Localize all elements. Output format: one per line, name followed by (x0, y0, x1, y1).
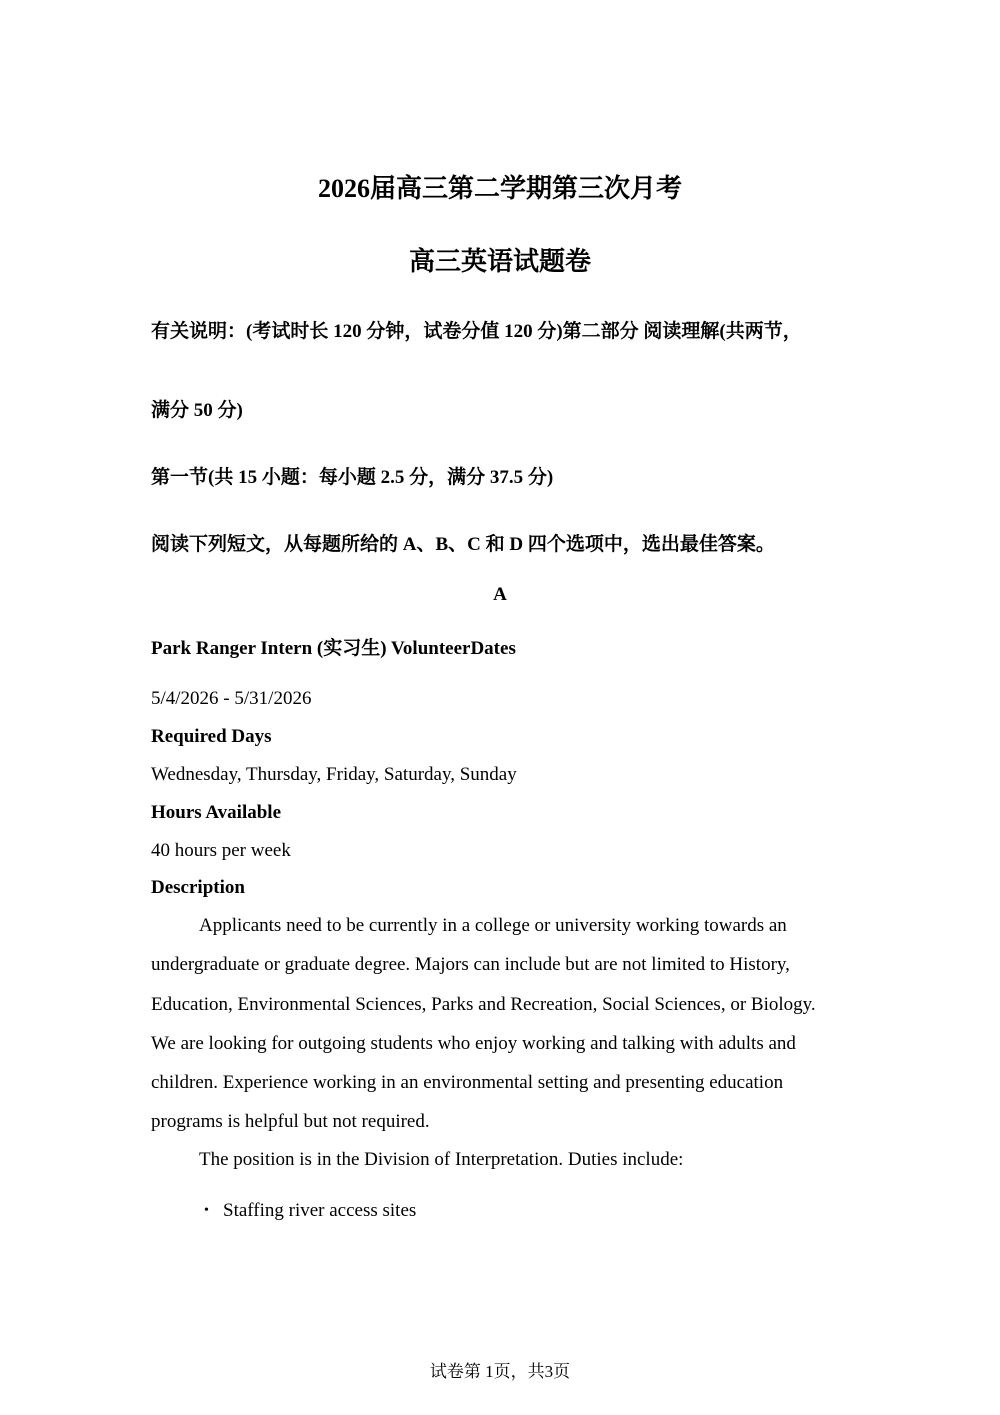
instructions-note-line2: 满分 50 分) (151, 400, 243, 421)
volunteer-dates: 5/4/2026 - 5/31/2026 (151, 688, 312, 709)
hours-label: Hours Available (151, 802, 282, 823)
exam-title: 2026届高三第二学期第三次月考 (317, 174, 682, 203)
duty-text: Staffing river access sites (223, 1200, 417, 1221)
description-label: Description (151, 877, 245, 898)
exam-subtitle: 高三英语试题卷 (408, 247, 591, 276)
section-heading: 第一节(共 15 小题：每小题 2.5 分，满分 37.5 分) (151, 467, 554, 488)
reading-directions: 阅读下列短文，从每题所给的 A、B、C 和 D 四个选项中，选出最佳答案。 (151, 534, 775, 555)
bullet-icon: • (204, 1203, 209, 1218)
required-days-label: Required Days (151, 726, 272, 747)
instructions-note-line1: 有关说明：(考试时长 120 分钟，试卷分值 120 分)第二部分 阅读理解(共两节， (151, 321, 802, 342)
page-number-footer: 试卷第 1页，共3页 (429, 1362, 571, 1381)
required-days-value: Wednesday, Thursday, Friday, Saturday, Sunday (151, 764, 517, 785)
hours-value: 40 hours per week (151, 840, 291, 861)
passage-letter: A (493, 584, 507, 605)
description-paragraph: Applicants need to be currently in a college or university working towards an undergraduate or graduate degree. Majors can include but are not limited to History, Education, Environmental Sciences, Parks and Recreation, Social Sciences, or Biology. We are looking for outgoing students who enjoy working and talking with adults and children. Experience working in an environmental setting and presenting education programs is helpful but not required. (151, 915, 816, 1133)
passage-heading: Park Ranger Intern (实习生) VolunteerDates (151, 638, 516, 659)
duties-intro: The position is in the Division of Interpretation. Duties include: (199, 1149, 684, 1170)
